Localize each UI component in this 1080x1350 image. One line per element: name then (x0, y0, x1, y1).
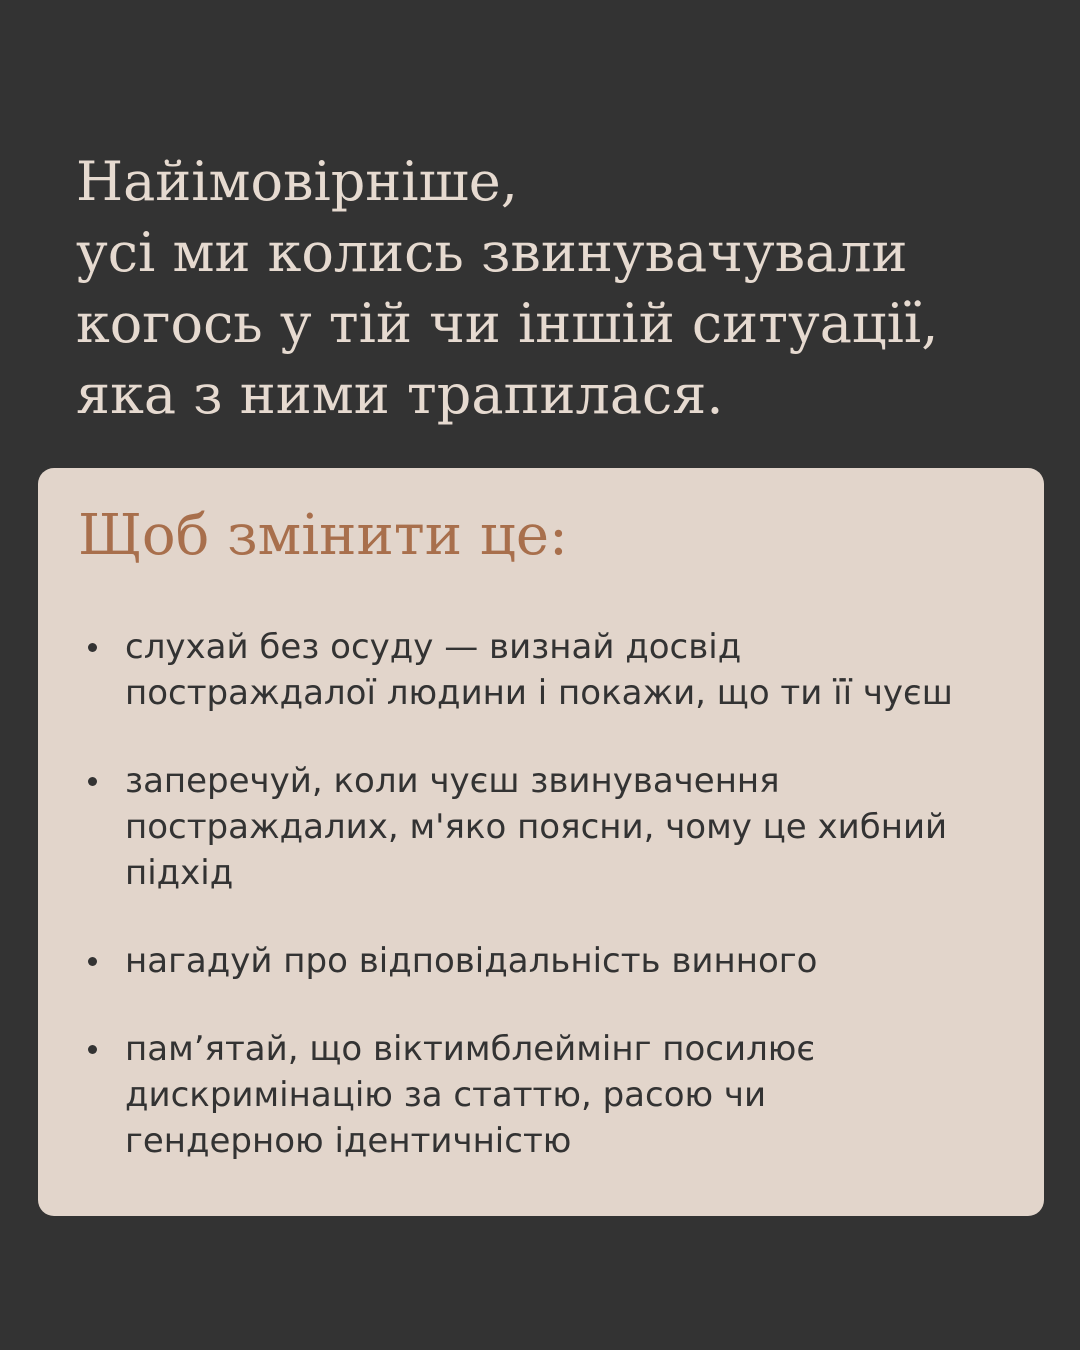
list-item (88, 624, 1018, 716)
tip-line: підхід (125, 853, 234, 893)
bullet-icon (88, 643, 97, 652)
headline (76, 146, 1036, 430)
list-item (88, 938, 1018, 984)
tip-line: заперечуй, коли чуєш звинувачення (125, 761, 780, 801)
tip-line: дискримінацію за статтю, расою чи (125, 1075, 767, 1115)
bullet-icon (88, 957, 97, 966)
tip-line: нагадуй про відповідальність винного (125, 941, 818, 981)
tips-list (88, 624, 1018, 1206)
headline-line: яка з ними трапилася. (76, 363, 724, 426)
headline-line: усі ми колись звинувачували (76, 221, 908, 284)
card-title: Щоб змінити це: (78, 503, 568, 568)
list-item (88, 758, 1018, 896)
tip-line: постраждалої людини і покажи, що ти її чуєш (125, 673, 953, 713)
bullet-icon (88, 1045, 97, 1054)
tip-line: постраждалих, м'яко поясни, чому це хибний (125, 807, 948, 847)
tips-card (38, 468, 1044, 1216)
bullet-icon (88, 777, 97, 786)
headline-line: когось у тій чи іншій ситуації, (76, 292, 939, 355)
headline-line: Найімовірніше, (76, 150, 518, 213)
tip-line: слухай без осуду — визнай досвід (125, 627, 742, 667)
list-item (88, 1026, 1018, 1164)
tip-line: гендерною ідентичністю (125, 1121, 572, 1161)
tip-line: пам’ятай, що віктимблеймінг посилює (125, 1029, 816, 1069)
